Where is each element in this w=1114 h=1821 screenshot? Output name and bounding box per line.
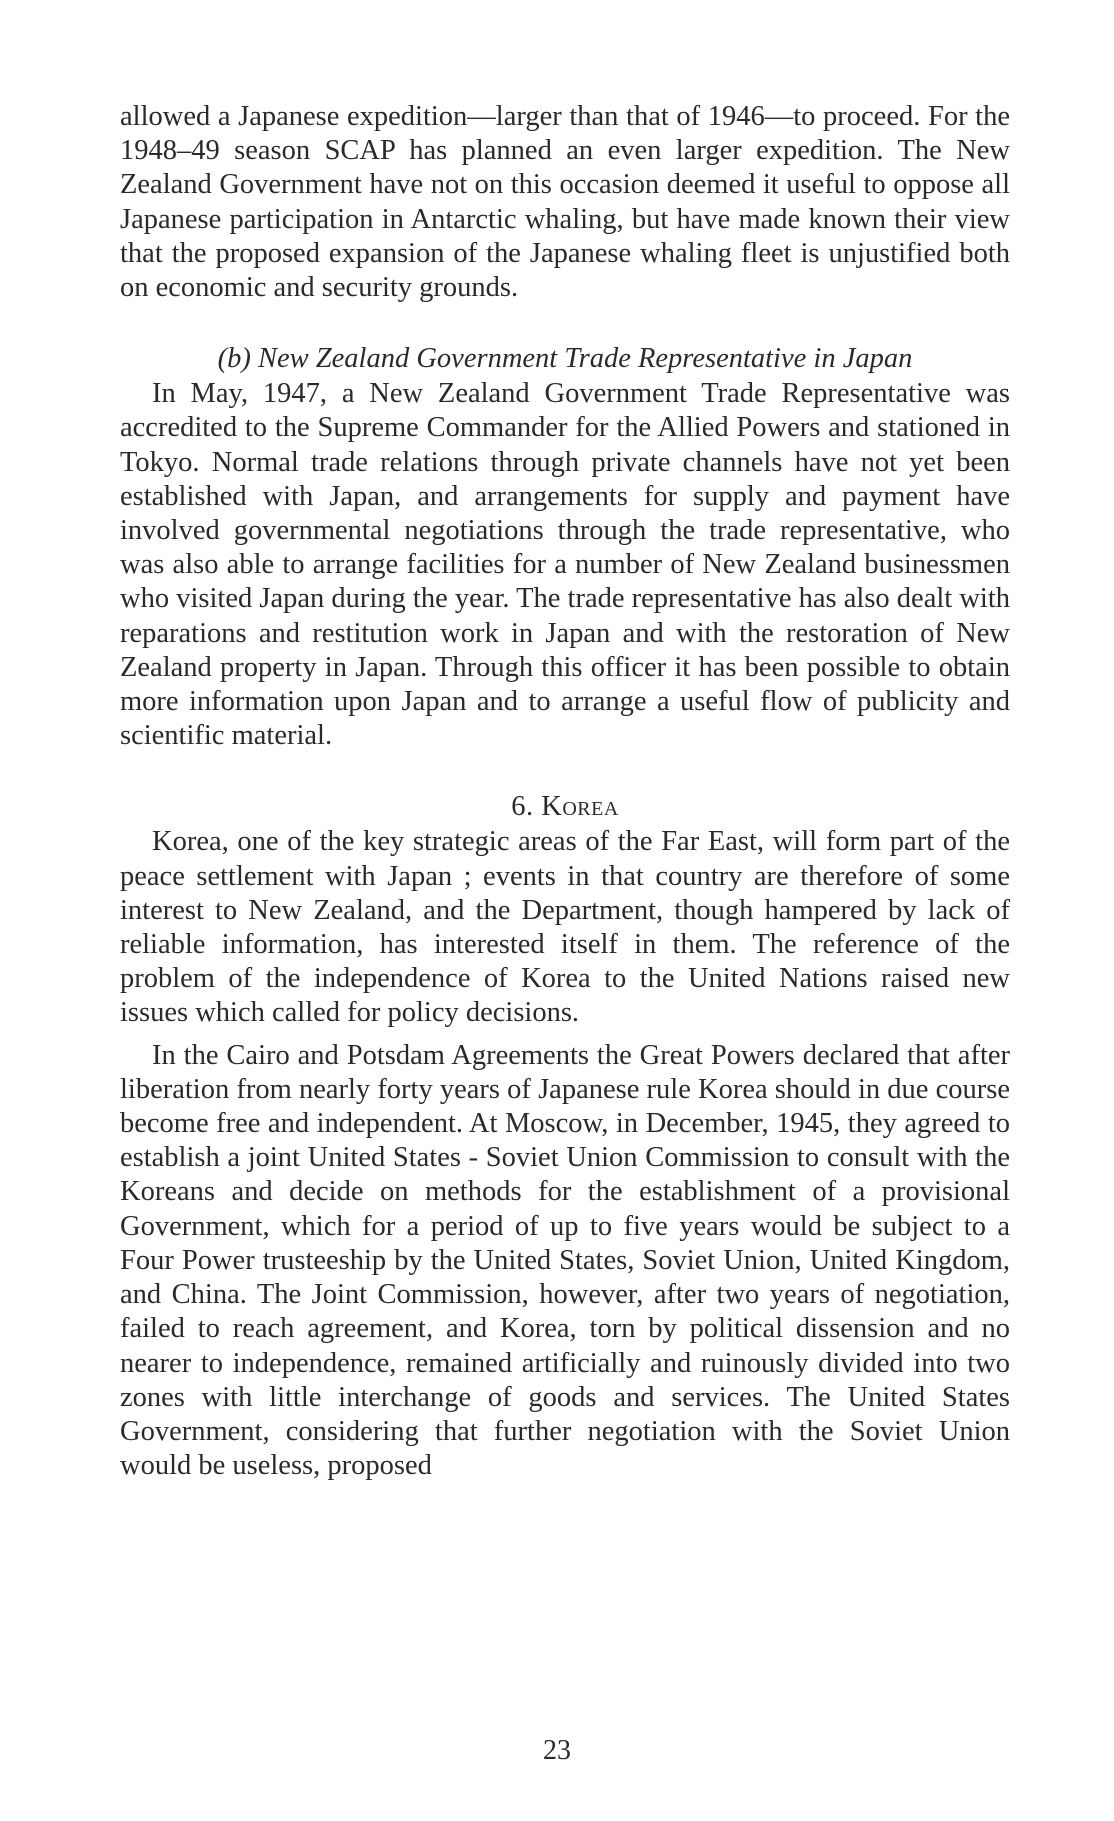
- continued-paragraph: allowed a Japanese expedition—larger than that of 1946—to proceed. For the 1948–49 season SCAP has planned an even larger expedition. The New Zealand Government have not on this occasion deemed it useful to oppose all Japanese participation in Antarctic whaling, but have made known their view that the proposed expansion of the Japanese whaling fleet is unjustified both on economic and security grounds.: [120, 101, 1010, 304]
- page-number: 23: [543, 1735, 571, 1766]
- section-heading-korea: 6. Korea: [511, 791, 619, 823]
- trade-representative-paragraph: In May, 1947, a New Zealand Government Trade Representative was accredited to the Supreme Commander for the Allied Powers and stationed in Tokyo. Normal trade relations through private channels have not yet been established with Japan, and arrangements for supply and payment have involved governmental negotiations through the trade representative, who was also able to arrange facilities for a number of New Zealand businessmen who visited Japan during the year. The trade representative has also dealt with reparations and restitution work in Japan and with the restoration of New Zealand property in Japan. Through this officer it has been possible to obtain more information upon Japan and to arrange a useful flow of publicity and scientific material.: [120, 378, 1010, 752]
- korea-paragraph-1: Korea, one of the key strategic areas of the Far East, will form part of the peace settlement with Japan ; events in that country are therefore of some interest to New Zealand, and the Department, though hampered by lack of reliable information, has interested itself in them. The reference of the problem of the independence of Korea to the United Nations raised new issues which called for policy decisions.: [120, 826, 1010, 1029]
- page-body: [120, 100, 1010, 1483]
- korea-paragraph-2: In the Cairo and Potsdam Agreements the Great Powers declared that after liberation from nearly forty years of Japanese rule Korea should in due course become free and independent. At Moscow, in December, 1945, they agreed to establish a joint United States - Soviet Union Commission to consult with the Koreans and decide on methods for the establishment of a provisional Government, which for a period of up to five years would be subject to a Four Power trusteeship by the United States, Soviet Union, United Kingdom, and China. The Joint Commission, however, after two years of negotiation, failed to reach agreement, and Korea, torn by political dissension and no nearer to independence, remained artificially and ruinously divided into two zones with little interchange of goods and services. The United States Government, considering that further negotiation with the Soviet Union would be useless, proposed: [120, 1039, 1010, 1482]
- subsection-heading: (b) New Zealand Government Trade Representative in Japan: [217, 343, 913, 375]
